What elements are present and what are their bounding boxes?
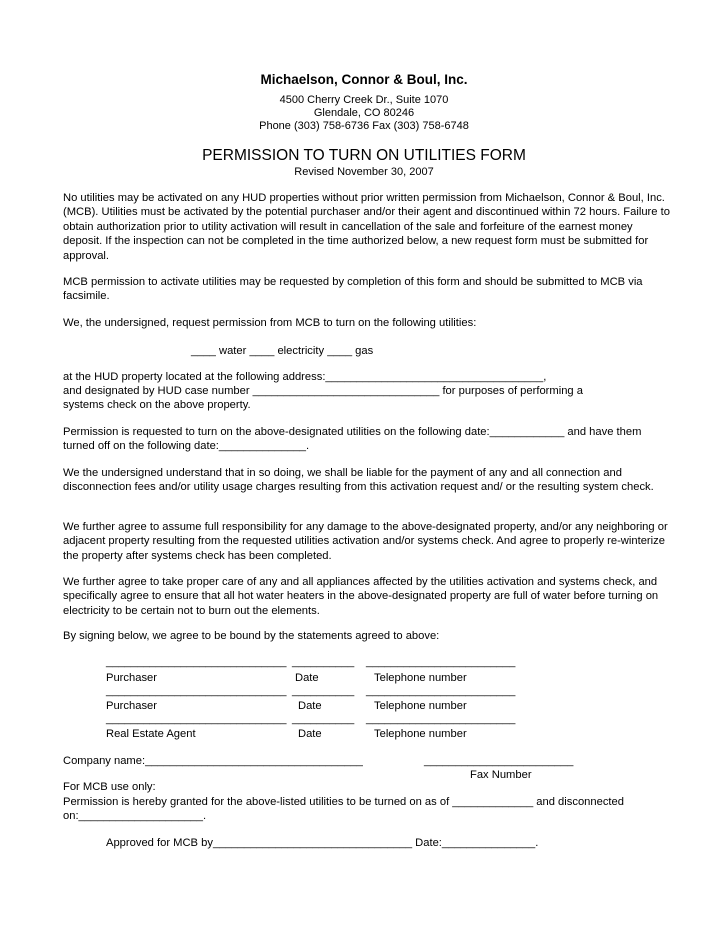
- revision-date: Revised November 30, 2007: [294, 166, 434, 178]
- mcb-permission-line: Permission is hereby granted for the above-listed utilities to be turned on as of _____________ and disconnected: [63, 796, 624, 808]
- utilities-selection: ____ water ____ electricity ____ gas: [191, 345, 374, 357]
- signature-line: _____________________________: [106, 685, 287, 697]
- property-address-line: at the HUD property located at the following address:___________________________________,: [63, 371, 547, 383]
- paragraph-dates: Permission is requested to turn on the above-designated utilities on the following date:____________ and have them turned off on the following date:______________.: [63, 426, 642, 453]
- hud-case-number-line: and designated by HUD case number ______________________________ for purposes of performing a: [63, 385, 583, 397]
- paragraph-agreement: By signing below, we agree to be bound by the statements agreed to above:: [63, 630, 440, 642]
- systems-check-line: systems check on the above property.: [63, 399, 251, 411]
- signature-role: Purchaser: [106, 672, 157, 684]
- phone-line: ________________________: [366, 713, 516, 725]
- fax-number-line: ________________________: [424, 755, 574, 767]
- paragraph-appliances: We further agree to take proper care of any and all appliances affected by the utilities activation and systems check, and specifically agree to ensure that all hot water heaters in the above-designated property are full of water before turning on electricity to be certain not to burn out the elements.: [63, 576, 659, 617]
- paragraph-request-statement: We, the undersigned, request permission from MCB to turn on the following utilities:: [63, 317, 477, 329]
- mcb-disconnect-line: on:____________________.: [63, 810, 207, 822]
- company-address-line1: 4500 Cherry Creek Dr., Suite 1070: [279, 94, 449, 106]
- company-phone: Phone (303) 758-6736 Fax (303) 758-6748: [259, 120, 469, 132]
- company-name-field: Company name:___________________________________: [63, 755, 363, 767]
- signature-date-label: Date: [295, 672, 319, 684]
- fax-number-label: Fax Number: [470, 769, 532, 781]
- signature-role: Real Estate Agent: [106, 728, 196, 740]
- mcb-use-heading: For MCB use only:: [63, 781, 156, 793]
- company-address-line2: Glendale, CO 80246: [313, 107, 415, 119]
- date-line: __________: [292, 656, 355, 668]
- company-name: Michaelson, Connor & Boul, Inc.: [260, 72, 468, 87]
- paragraph-request-method: MCB permission to activate utilities may be requested by completion of this form and should be submitted to MCB via facsimile.: [63, 276, 643, 303]
- paragraph-damage: We further agree to assume full responsibility for any damage to the above-designated property, and/or any neighboring or adjacent property resulting from the requested utilities activation and/or systems check. And agree to properly re-winterize the property after systems check has been completed.: [63, 521, 668, 562]
- signature-line: _____________________________: [106, 713, 287, 725]
- signature-phone-label: Telephone number: [374, 728, 467, 740]
- date-line: __________: [292, 685, 355, 697]
- signature-date-label: Date: [298, 700, 322, 712]
- date-line: __________: [292, 713, 355, 725]
- paragraph-utilities-policy: No utilities may be activated on any HUD properties without prior written permission from Michaelson, Connor & Boul, Inc. (MCB). Utilities must be activated by the potential purchaser and/or their agent and discontinued within 72 hours. Failure to obtain authorization prior to utility activation will result in cancellation of the sale and forfeiture of the earnest money deposit. If the inspection can not be completed in the time authorized below, a new request form must be submitted for approval.: [63, 192, 670, 262]
- signature-phone-label: Telephone number: [374, 672, 467, 684]
- signature-phone-label: Telephone number: [374, 700, 467, 712]
- form-title: PERMISSION TO TURN ON UTILITIES FORM: [202, 147, 526, 164]
- signature-date-label: Date: [298, 728, 322, 740]
- signature-role: Purchaser: [106, 700, 157, 712]
- phone-line: ________________________: [366, 656, 516, 668]
- mcb-approval-line: Approved for MCB by________________________________ Date:_______________.: [106, 837, 539, 849]
- phone-line: ________________________: [366, 685, 516, 697]
- signature-line: _____________________________: [106, 656, 287, 668]
- paragraph-liability: We the undersigned understand that in so doing, we shall be liable for the payment of any and all connection and disconnection fees and/or utility usage charges resulting from this activation request and/ or the resulting system check.: [63, 467, 654, 494]
